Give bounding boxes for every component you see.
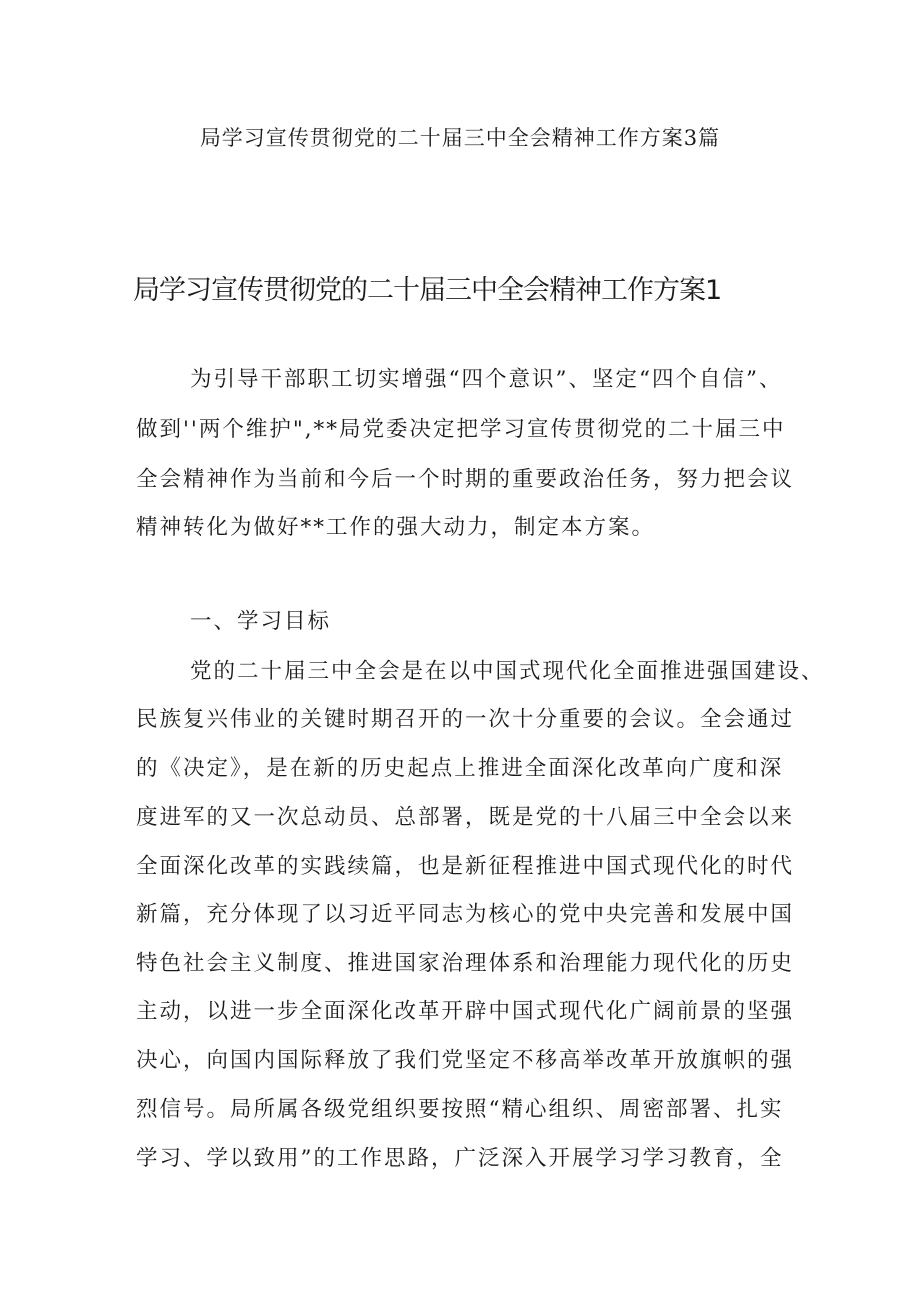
intro-line: 为引导干部职工切实增强“四个意识”、坚定“四个自信”、 — [190, 367, 783, 392]
intro-line: 做到''两个维护",**局党委决定把学习宣传贯彻党的二十届三中 — [136, 417, 786, 442]
intro-line: 全会精神作为当前和今后一个时期的重要政治任务，努力把会议 — [136, 467, 795, 492]
body-line: 决心，向国内国际释放了我们党坚定不移高举改革开放旗帜的强 — [136, 1048, 795, 1073]
body-line: 全面深化改革的实践续篇，也是新征程推进中国式现代化的时代 — [136, 854, 795, 879]
body-line: 的《决定》，是在新的历史起点上推进全面深化改革向广度和深 — [136, 756, 784, 781]
body-line: 学习、学以致用”的工作思路，广泛深入开展学习学习教育，全 — [136, 1146, 784, 1171]
body-line: 度进军的又一次总动员、总部署，既是党的十八届三中全会以来 — [136, 805, 795, 830]
body-line: 特色社会主义制度、推进国家治理体系和治理能力现代化的历史 — [136, 951, 795, 976]
intro-line: 精神转化为做好**工作的强大动力，制定本方案。 — [136, 515, 656, 540]
body-line: 民族复兴伟业的关键时期召开的一次十分重要的会议。全会通过 — [136, 707, 795, 732]
body-line: 烈信号。局所属各级党组织要按照“精心组织、周密部署、扎实 — [136, 1097, 784, 1122]
section-heading: 一、学习目标 — [190, 609, 332, 634]
section-title: 局学习宣传贯彻党的二十届三中全会精神工作方案1 — [133, 275, 722, 306]
body-line: 主动，以进一步全面深化改革开辟中国式现代化广阔前景的坚强 — [136, 999, 795, 1024]
document-title: 局学习宣传贯彻党的二十届三中全会精神工作方案3篇 — [199, 126, 721, 150]
body-line: 党的二十届三中全会是在以中国式现代化全面推进强国建设、 — [190, 659, 825, 684]
body-line: 新篇，充分体现了以习近平同志为核心的党中央完善和发展中国 — [136, 902, 795, 927]
